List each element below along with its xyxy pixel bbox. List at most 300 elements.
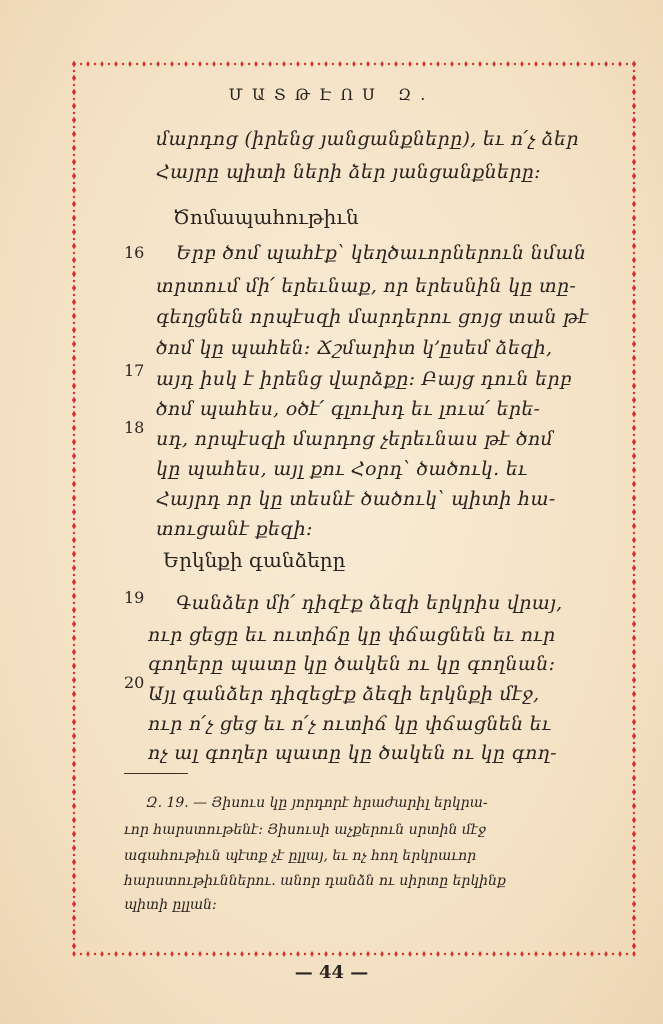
border-ornament (562, 61, 566, 67)
border-dot (388, 63, 390, 65)
text-line: գողերը պատը կը ծակեն ու կը գողնան: (148, 653, 556, 675)
border-dot (514, 953, 516, 955)
border-ornament (632, 383, 636, 390)
border-dot (73, 784, 75, 786)
border-dot (633, 210, 635, 212)
border-dot (178, 953, 180, 955)
text-line: տուցանէ քեզի: (156, 518, 313, 540)
border-ornament (184, 951, 188, 957)
border-dot (73, 868, 75, 870)
border-ornament (618, 61, 622, 67)
border-ornament (632, 803, 636, 810)
border-dot (73, 952, 75, 954)
border-ornament (72, 831, 76, 838)
border-ornament (632, 411, 636, 418)
border-ornament (436, 61, 440, 67)
border-dot (73, 420, 75, 422)
border-dot (633, 602, 635, 604)
border-dot (73, 434, 75, 436)
border-ornament (72, 901, 76, 908)
border-ornament (632, 523, 636, 530)
border-dot (472, 953, 474, 955)
border-ornament (72, 481, 76, 488)
border-dot (73, 854, 75, 856)
border-dot (633, 868, 635, 870)
border-ornament (170, 951, 174, 957)
border-ornament (72, 75, 76, 82)
border-dot (633, 448, 635, 450)
border-ornament (366, 61, 370, 67)
border-ornament (632, 75, 636, 82)
border-ornament (632, 481, 636, 488)
text-line: Հայրդ որ կը տեսնէ ծածուկ՝ պիտի հա- (156, 488, 556, 510)
border-dot (633, 924, 635, 926)
text-line: գեղցնեն որպէսզի մարդերու ցոյց տան թէ (156, 306, 589, 328)
border-dot (500, 63, 502, 65)
border-ornament (72, 187, 76, 194)
border-ornament (72, 551, 76, 558)
border-dot (73, 532, 75, 534)
border-dot (633, 672, 635, 674)
border-ornament (394, 951, 398, 957)
border-ornament (268, 61, 272, 67)
border-dot (633, 896, 635, 898)
border-dot (276, 63, 278, 65)
border-ornament (72, 397, 76, 404)
border-dot (402, 63, 404, 65)
border-dot (290, 953, 292, 955)
border-dot (633, 112, 635, 114)
border-dot (73, 672, 75, 674)
border-ornament (72, 271, 76, 278)
border-ornament (450, 61, 454, 67)
border-ornament (632, 635, 636, 642)
border-ornament (142, 61, 146, 67)
border-ornament (632, 789, 636, 796)
border-ornament (520, 61, 524, 67)
border-ornament (72, 649, 76, 656)
border-dot (633, 644, 635, 646)
border-dot (73, 364, 75, 366)
border-ornament (464, 951, 468, 957)
border-ornament (632, 327, 636, 334)
border-ornament (226, 951, 230, 957)
border-ornament (632, 845, 636, 852)
border-ornament (632, 649, 636, 656)
border-ornament (72, 467, 76, 474)
verse-number: 20 (124, 673, 145, 692)
border-ornament (72, 733, 76, 740)
border-dot (304, 63, 306, 65)
border-ornament (128, 61, 132, 67)
border-ornament (352, 951, 356, 957)
border-ornament (310, 951, 314, 957)
border-ornament (632, 537, 636, 544)
border-ornament (464, 61, 468, 67)
border-dot (73, 616, 75, 618)
section-title-treasures: Երկնքի գանձերը (163, 548, 346, 572)
border-dot (570, 953, 572, 955)
border-dot (122, 953, 124, 955)
border-dot (633, 784, 635, 786)
border-ornament (632, 747, 636, 754)
border-ornament (72, 285, 76, 292)
border-dot (633, 952, 635, 954)
border-ornament (72, 775, 76, 782)
border-ornament (632, 453, 636, 460)
border-dot (416, 63, 418, 65)
border-dot (360, 953, 362, 955)
border-ornament (72, 523, 76, 530)
border-ornament (72, 705, 76, 712)
border-dot (73, 910, 75, 912)
border-dot (73, 336, 75, 338)
border-dot (73, 462, 75, 464)
border-ornament (604, 951, 608, 957)
border-ornament (324, 61, 328, 67)
border-dot (633, 616, 635, 618)
text-line: Գանձեր մի՛ դիզէք ձեզի երկրիս վրայ, (176, 592, 563, 614)
border-ornament (534, 951, 538, 957)
border-dot (633, 378, 635, 380)
border-dot (73, 392, 75, 394)
border-dot (150, 63, 152, 65)
border-dot (73, 154, 75, 156)
border-dot (633, 700, 635, 702)
border-ornament (632, 551, 636, 558)
border-ornament (618, 951, 622, 957)
border-ornament (72, 803, 76, 810)
border-ornament (632, 117, 636, 124)
border-dot (73, 504, 75, 506)
border-dot (633, 532, 635, 534)
border-dot (612, 63, 614, 65)
border-dot (73, 714, 75, 716)
border-dot (178, 63, 180, 65)
border-ornament (338, 61, 342, 67)
border-dot (626, 63, 628, 65)
footnote-line: ագահութիւն պէտք չէ ըլլայ, եւ ոչ հող երկրաւոր (124, 848, 477, 864)
border-dot (528, 953, 530, 955)
border-ornament (72, 607, 76, 614)
border-ornament (632, 173, 636, 180)
border-dot (73, 840, 75, 842)
border-dot (633, 322, 635, 324)
border-ornament (156, 951, 160, 957)
border-dot (73, 350, 75, 352)
border-dot (633, 770, 635, 772)
border-dot (73, 686, 75, 688)
border-ornament (632, 593, 636, 600)
border-ornament (632, 495, 636, 502)
border-ornament (632, 663, 636, 670)
border-dot (633, 742, 635, 744)
border-dot (73, 210, 75, 212)
border-ornament (324, 951, 328, 957)
border-dot (633, 294, 635, 296)
border-ornament (72, 439, 76, 446)
border-dot (556, 63, 558, 65)
border-dot (612, 953, 614, 955)
border-ornament (72, 817, 76, 824)
border-ornament (632, 201, 636, 208)
border-ornament (632, 943, 636, 950)
border-dot (73, 728, 75, 730)
border-dot (430, 63, 432, 65)
border-ornament (184, 61, 188, 67)
border-dot (206, 953, 208, 955)
border-dot (633, 196, 635, 198)
border-ornament (212, 61, 216, 67)
border-dot (73, 168, 75, 170)
border-dot (73, 896, 75, 898)
text-line: այդ իսկ է իրենց վարձքը: Բայց դուն երբ (156, 368, 572, 390)
text-line: Հայրը պիտի ների ձեր յանցանքները: (156, 161, 541, 183)
border-dot (374, 63, 376, 65)
border-dot (360, 63, 362, 65)
border-dot (164, 953, 166, 955)
border-ornament (142, 951, 146, 957)
border-ornament (422, 61, 426, 67)
border-dot (633, 714, 635, 716)
border-dot (633, 350, 635, 352)
border-ornament (632, 467, 636, 474)
footnote-divider (124, 773, 188, 774)
border-ornament (72, 201, 76, 208)
border-ornament (72, 327, 76, 334)
border-dot (458, 953, 460, 955)
border-dot (73, 630, 75, 632)
border-ornament (72, 341, 76, 348)
border-dot (262, 63, 264, 65)
border-dot (206, 63, 208, 65)
border-ornament (72, 299, 76, 306)
border-dot (633, 728, 635, 730)
border-dot (542, 953, 544, 955)
border-ornament (72, 663, 76, 670)
footnote-line: հարստութիւններու. անոր դանձն ու սիրտը երկինք (124, 873, 506, 889)
border-ornament (128, 951, 132, 957)
border-ornament (632, 887, 636, 894)
footnote-line: Զ. 19. — Յիսուս կը յորդորէ հրաժարիլ երկրա- (146, 795, 488, 811)
text-line: կը պահես, այլ քու Հօրդ՝ ծածուկ. եւ (156, 458, 528, 480)
border-ornament (632, 691, 636, 698)
verse-number: 17 (124, 361, 145, 380)
border-ornament (310, 61, 314, 67)
border-ornament (632, 859, 636, 866)
border-ornament (632, 341, 636, 348)
border-dot (73, 112, 75, 114)
border-dot (430, 953, 432, 955)
border-dot (402, 953, 404, 955)
border-ornament (72, 425, 76, 432)
border-ornament (380, 951, 384, 957)
border-ornament (72, 887, 76, 894)
border-ornament (72, 369, 76, 376)
border-dot (73, 560, 75, 562)
border-dot (73, 546, 75, 548)
border-ornament (422, 951, 426, 957)
border-ornament (632, 257, 636, 264)
border-dot (108, 953, 110, 955)
border-ornament (72, 411, 76, 418)
border-ornament (632, 425, 636, 432)
border-dot (633, 882, 635, 884)
verse-number: 19 (124, 588, 145, 607)
border-dot (388, 953, 390, 955)
border-ornament (212, 951, 216, 957)
border-ornament (72, 929, 76, 936)
border-ornament (632, 733, 636, 740)
border-ornament (632, 369, 636, 376)
border-dot (262, 953, 264, 955)
text-line: սդ, որպէսզի մարդոց չերեւնաս թէ ծոմ (156, 428, 554, 450)
border-dot (73, 924, 75, 926)
border-dot (633, 182, 635, 184)
border-dot (633, 238, 635, 240)
border-dot (633, 630, 635, 632)
border-ornament (632, 271, 636, 278)
border-ornament (254, 61, 258, 67)
border-ornament (100, 61, 104, 67)
border-dot (220, 63, 222, 65)
border-ornament (72, 509, 76, 516)
border-ornament (492, 951, 496, 957)
border-ornament (632, 915, 636, 922)
border-ornament (72, 621, 76, 628)
border-ornament (520, 951, 524, 957)
border-dot (633, 476, 635, 478)
border-ornament (632, 243, 636, 250)
border-ornament (240, 61, 244, 67)
border-ornament (632, 621, 636, 628)
border-ornament (632, 817, 636, 824)
border-dot (633, 756, 635, 758)
border-dot (633, 574, 635, 576)
border-ornament (72, 845, 76, 852)
border-dot (633, 798, 635, 800)
border-dot (374, 953, 376, 955)
text-line: Այլ գանձեր դիզեցէք ձեզի երկնքի մէջ, (148, 683, 540, 705)
border-dot (73, 700, 75, 702)
border-ornament (632, 215, 636, 222)
border-ornament (86, 951, 90, 957)
border-dot (444, 63, 446, 65)
border-ornament (632, 509, 636, 516)
border-dot (73, 476, 75, 478)
border-ornament (72, 691, 76, 698)
section-title-fasting: Ծոմապահութիւն (173, 205, 359, 229)
border-ornament (72, 915, 76, 922)
border-dot (633, 154, 635, 156)
border-dot (633, 224, 635, 226)
border-dot (73, 308, 75, 310)
border-dot (584, 63, 586, 65)
border-ornament (72, 789, 76, 796)
border-dot (136, 953, 138, 955)
border-ornament (632, 439, 636, 446)
border-dot (150, 953, 152, 955)
border-dot (108, 63, 110, 65)
border-ornament (548, 951, 552, 957)
border-ornament (534, 61, 538, 67)
border-dot (73, 294, 75, 296)
border-ornament (72, 761, 76, 768)
border-ornament (632, 61, 636, 68)
border-ornament (72, 859, 76, 866)
border-dot (73, 602, 75, 604)
border-ornament (632, 831, 636, 838)
border-ornament (72, 61, 76, 68)
border-ornament (72, 593, 76, 600)
border-dot (220, 953, 222, 955)
border-ornament (72, 383, 76, 390)
border-ornament (72, 495, 76, 502)
border-dot (332, 953, 334, 955)
border-dot (633, 518, 635, 520)
border-ornament (72, 159, 76, 166)
border-dot (73, 742, 75, 744)
text-line: ծոմ կը պահեն: Ճշմարիտ կ՚ըսեմ ձեզի, (156, 337, 553, 359)
border-dot (626, 953, 628, 955)
border-ornament (72, 229, 76, 236)
border-ornament (198, 951, 202, 957)
border-ornament (632, 873, 636, 880)
border-dot (633, 504, 635, 506)
border-ornament (296, 61, 300, 67)
border-ornament (72, 719, 76, 726)
border-dot (73, 812, 75, 814)
border-ornament (72, 873, 76, 880)
border-ornament (114, 61, 118, 67)
border-dot (73, 798, 75, 800)
border-dot (73, 448, 75, 450)
border-dot (136, 63, 138, 65)
border-ornament (72, 943, 76, 950)
border-ornament (72, 145, 76, 152)
border-dot (73, 938, 75, 940)
border-ornament (632, 285, 636, 292)
border-ornament (72, 579, 76, 586)
border-dot (80, 63, 82, 65)
border-ornament (548, 61, 552, 67)
border-ornament (632, 607, 636, 614)
border-ornament (590, 61, 594, 67)
border-ornament (338, 951, 342, 957)
border-dot (73, 518, 75, 520)
border-dot (598, 63, 600, 65)
border-ornament (72, 747, 76, 754)
border-dot (633, 280, 635, 282)
border-ornament (72, 355, 76, 362)
border-dot (332, 63, 334, 65)
border-ornament (450, 951, 454, 957)
border-dot (633, 126, 635, 128)
border-dot (122, 63, 124, 65)
border-ornament (632, 719, 636, 726)
border-dot (633, 392, 635, 394)
border-dot (633, 686, 635, 688)
border-ornament (632, 929, 636, 936)
border-ornament (632, 299, 636, 306)
border-ornament (72, 677, 76, 684)
border-ornament (394, 61, 398, 67)
border-dot (164, 63, 166, 65)
footnote-line: պիտի ըլլան: (124, 897, 217, 913)
border-dot (633, 490, 635, 492)
border-ornament (506, 61, 510, 67)
border-dot (633, 140, 635, 142)
